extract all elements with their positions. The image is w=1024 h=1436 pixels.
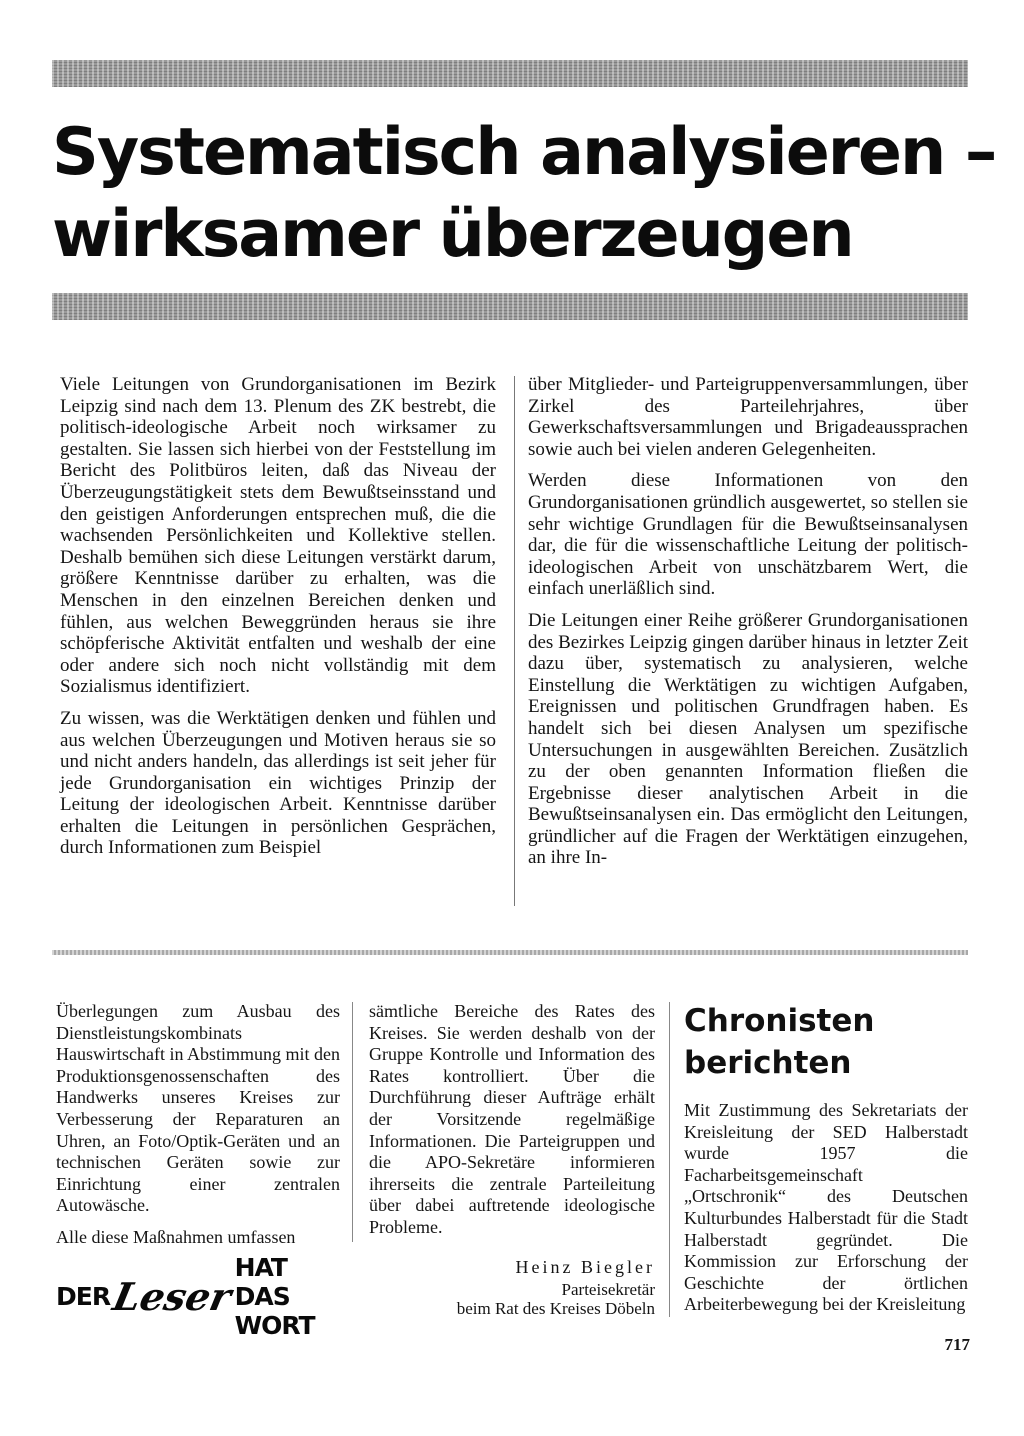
logo-word-der: DER [56,1281,111,1311]
logo-word-hat-das-wort: HAT DAS WORT [234,1252,315,1340]
sidebar-heading-line-1: Chronisten [684,1003,875,1039]
author-name: Heinz Biegler [515,1257,655,1277]
author-affiliation: beim Rat des Kreises Döbeln [456,1299,655,1318]
article-paragraph: Werden diese Informationen von den Grundorganisationen gründlich ausgewertet, so stellen sie sehr wichtige Grundlagen für die Bewußtseinsanalysen dar, die für die wissenschaftliche Leitung der politisch-ideologischen Arbeit von unschätzbarem Wert, die einfach unerläßlich sind. [528,470,968,600]
sidebar-heading [684,1000,968,1084]
der-leser-hat-das-wort-logo [56,1252,338,1340]
letter-column-right [369,1001,655,1239]
letter-column-left [56,1001,340,1249]
article-column-left [60,374,496,859]
column-divider [669,1002,670,1317]
article-paragraph: über Mitglieder- und Parteigruppenversammlungen, über Zirkel des Parteilehrjahres, über Gewerkschaftsversammlungen und Brigadeaussprachen sowie auch bei vielen anderen Gelegenheiten. [528,374,968,460]
article-paragraph: Zu wissen, was die Werktätigen denken und fühlen und aus welchen Überzeugungen und Motiven heraus sie so und nicht anders handeln, das allerdings ist seit jeher für jede Grundorganisation ein wichtiges Prinzip der Leitung der ideologischen Arbeit. Kenntnisse darüber erhalten die Leitungen in persönlichen Gesprächen, durch Informationen zum Beispiel [60,707,496,859]
article-paragraph: Die Leitungen einer Reihe größerer Grundorganisationen des Bezirkes Leipzig gingen darüber hinaus in letzter Zeit dazu über, systematisch zu analysieren, welche Einstellung die Werktätigen zu wichtigen Aufgaben, Ereignissen und politischen Grundfragen haben. Es handelt sich bei diesen Analysen um spezifische Untersuchungen in ausgewählten Bereichen. Zusätzlich zu der oben genannten Information fließen die Ergebnisse dieser analytischen Arbeit in die Bewußtseinsanalysen ein. Das ermöglicht den Leitungen, gründlicher auf die Fragen der Werktätigen einzugehen, an ihre In- [528,609,969,869]
headline [52,112,996,276]
author-signature [369,1258,655,1318]
article-column-right [528,374,968,869]
sidebar-paragraph: Mit Zustimmung des Sekretariats der Kreisleitung der SED Halberstadt wurde 1957 die Facharbeitsgemeinschaft „Ortschronik“ des Deutschen Kulturbundes Halberstadt für die Stadt Halberstadt gegründet. Die Kommission zur Erforschung der Geschichte der örtlichen Arbeiterbewegung bei der Kreisleitung [684,1100,968,1315]
logo-word-leser: Leser [109,1273,236,1319]
column-divider [352,1002,353,1242]
headline-line-1: Systematisch analysieren – [52,115,996,190]
letter-paragraph: Überlegungen zum Ausbau des Dienstleistungskombinats Hauswirtschaft in Abstimmung mit den Produktionsgenossenschaften des Handwerks unseres Kreises zur Verbesserung der Reparaturen an Uhren, an Foto/Optik-Geräten und an technischen Geräten sowie zur Einrichtung einer zentralen Autowäsche. [56,1001,340,1216]
author-role: Parteisekretär [561,1280,655,1299]
headline-line-2: wirksamer überzeugen [52,197,853,272]
page-number: 717 [944,1335,970,1354]
decorative-band-top [52,60,968,87]
article-paragraph: Viele Leitungen von Grundorganisationen im Bezirk Leipzig sind nach dem 13. Plenum des ZK bestrebt, die politisch-ideologische Arbeit noch wirksamer zu gestalten. Sie lassen sich hierbei von der Feststellung im Bericht des Politbüros leiten, daß das Niveau der Überzeugungstätigkeit stets dem Bewußtseinsstand und den geistigen Anforderungen entsprechen muß, die die wachsenden Persönlichkeiten und Kollektive stellen. Deshalb bemühen sich diese Leitungen verstärkt darum, größere Kenntnisse darüber zu erhalten, was die Menschen in den einzelnen Bereichen denken und fühlen, aus welchen Beweggründen heraus sie ihre schöpferische Aktivität entfalten und weshalb der eine oder andere sich noch nicht vollständig mit dem Sozialismus identifiziert. [60,374,496,698]
column-divider [514,376,515,906]
sidebar-column [684,1100,968,1316]
decorative-band-middle [52,293,968,320]
letter-paragraph: sämtliche Bereiche des Rates des Kreises. Sie werden deshalb von der Gruppe Kontrolle und Information des Rates kontrolliert. Über die Durchführung dieser Aufträge erhält der Vorsitzende regelmäßige Informationen. Die Parteigruppen und die APO-Sekretäre informieren ihrerseits die zentrale Parteileitung über dabei auftretende ideologische Probleme. [369,1001,655,1237]
section-rule [52,950,968,955]
sidebar-heading-line-2: berichten [684,1045,852,1081]
letter-paragraph: Alle diese Maßnahmen umfassen [56,1226,296,1247]
